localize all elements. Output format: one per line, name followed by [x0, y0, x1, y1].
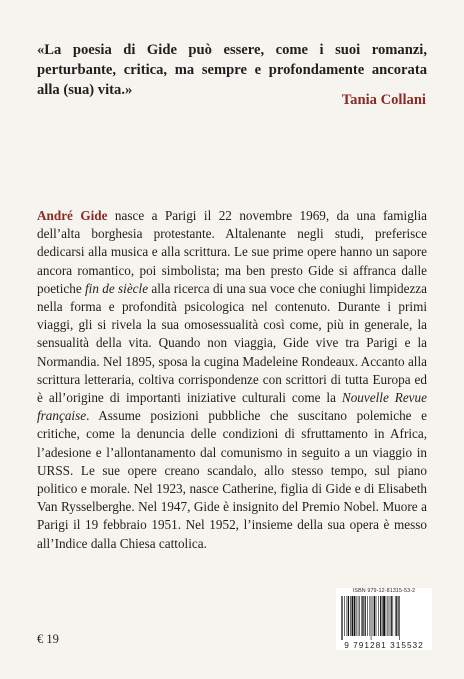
- bio-text-part-1: nasce a Parigi il 22 novembre 1969, da una famiglia dell’alta borghesia protestante. Altalenante negli studi, preferisce dedicarsi alla musica e alla scrittura. Le sue prime opere hanno un sapore ancora romantico, poi simbolista; ma ben presto Gide si affranca dalle poetiche: [37, 208, 427, 296]
- bio-text-part-3: . Assume posizioni pubbliche che suscitano polemiche e critiche, come la denuncia delle condizioni di sfruttamento in Africa, l’adesione e l’allontanamento dal comunismo in seguito a un viaggio in URSS. Le sue opere creano scandalo, allo stesso tempo, sul piano politico e morale. Nel 1923, nasce Catherine, figlia di Gide e di Elisabeth Van Rysselberghe. Nel 1947, Gide è insignito del Premio Nobel. Muore a Parigi il 19 febbraio 1951. Nel 1952, l’insieme della sua opera è messo all’Indice dalla Chiesa cattolica.: [37, 408, 427, 551]
- bio-italic-nrf: Nouvelle Revue française: [37, 390, 427, 424]
- bio-italic-fin-de-siecle: fin de siècle: [85, 280, 149, 296]
- isbn-label: ISBN 979-12-81315-53-2: [352, 588, 416, 594]
- bio-text-part-2: alla ricerca di una sua voce che coniughi limpidezza nella forma e profondità psicologica nel contenuto. Durante i primi viaggi, gli si rivela la sua omosessualità così come, più in generale, la sensualità della vita. Quando non viaggia, Gide vive tra Parigi e la Normandia. Nel 1895, sposa la cugina Madeleine Rondeaux. Accanto alla scrittura letteraria, coltiva corrispondenze con scrittori di tutta Europa ed è all’origine di importanti iniziative culturali come la: [37, 280, 428, 406]
- author-biography: [37, 207, 427, 553]
- isbn-barcode-block: [336, 588, 432, 650]
- back-cover-quote: «La poesia di Gide può essere, come i suoi romanzi, perturbante, critica, ma sempre e profondamente ancorata alla (sua) vita.»: [37, 42, 427, 98]
- barcode-icon: [340, 596, 428, 640]
- price: € 19: [37, 632, 59, 646]
- author-name: André Gide: [37, 208, 108, 223]
- quote-author: Tania Collani: [341, 92, 426, 108]
- isbn-digits: 9 791281 315532: [344, 640, 424, 650]
